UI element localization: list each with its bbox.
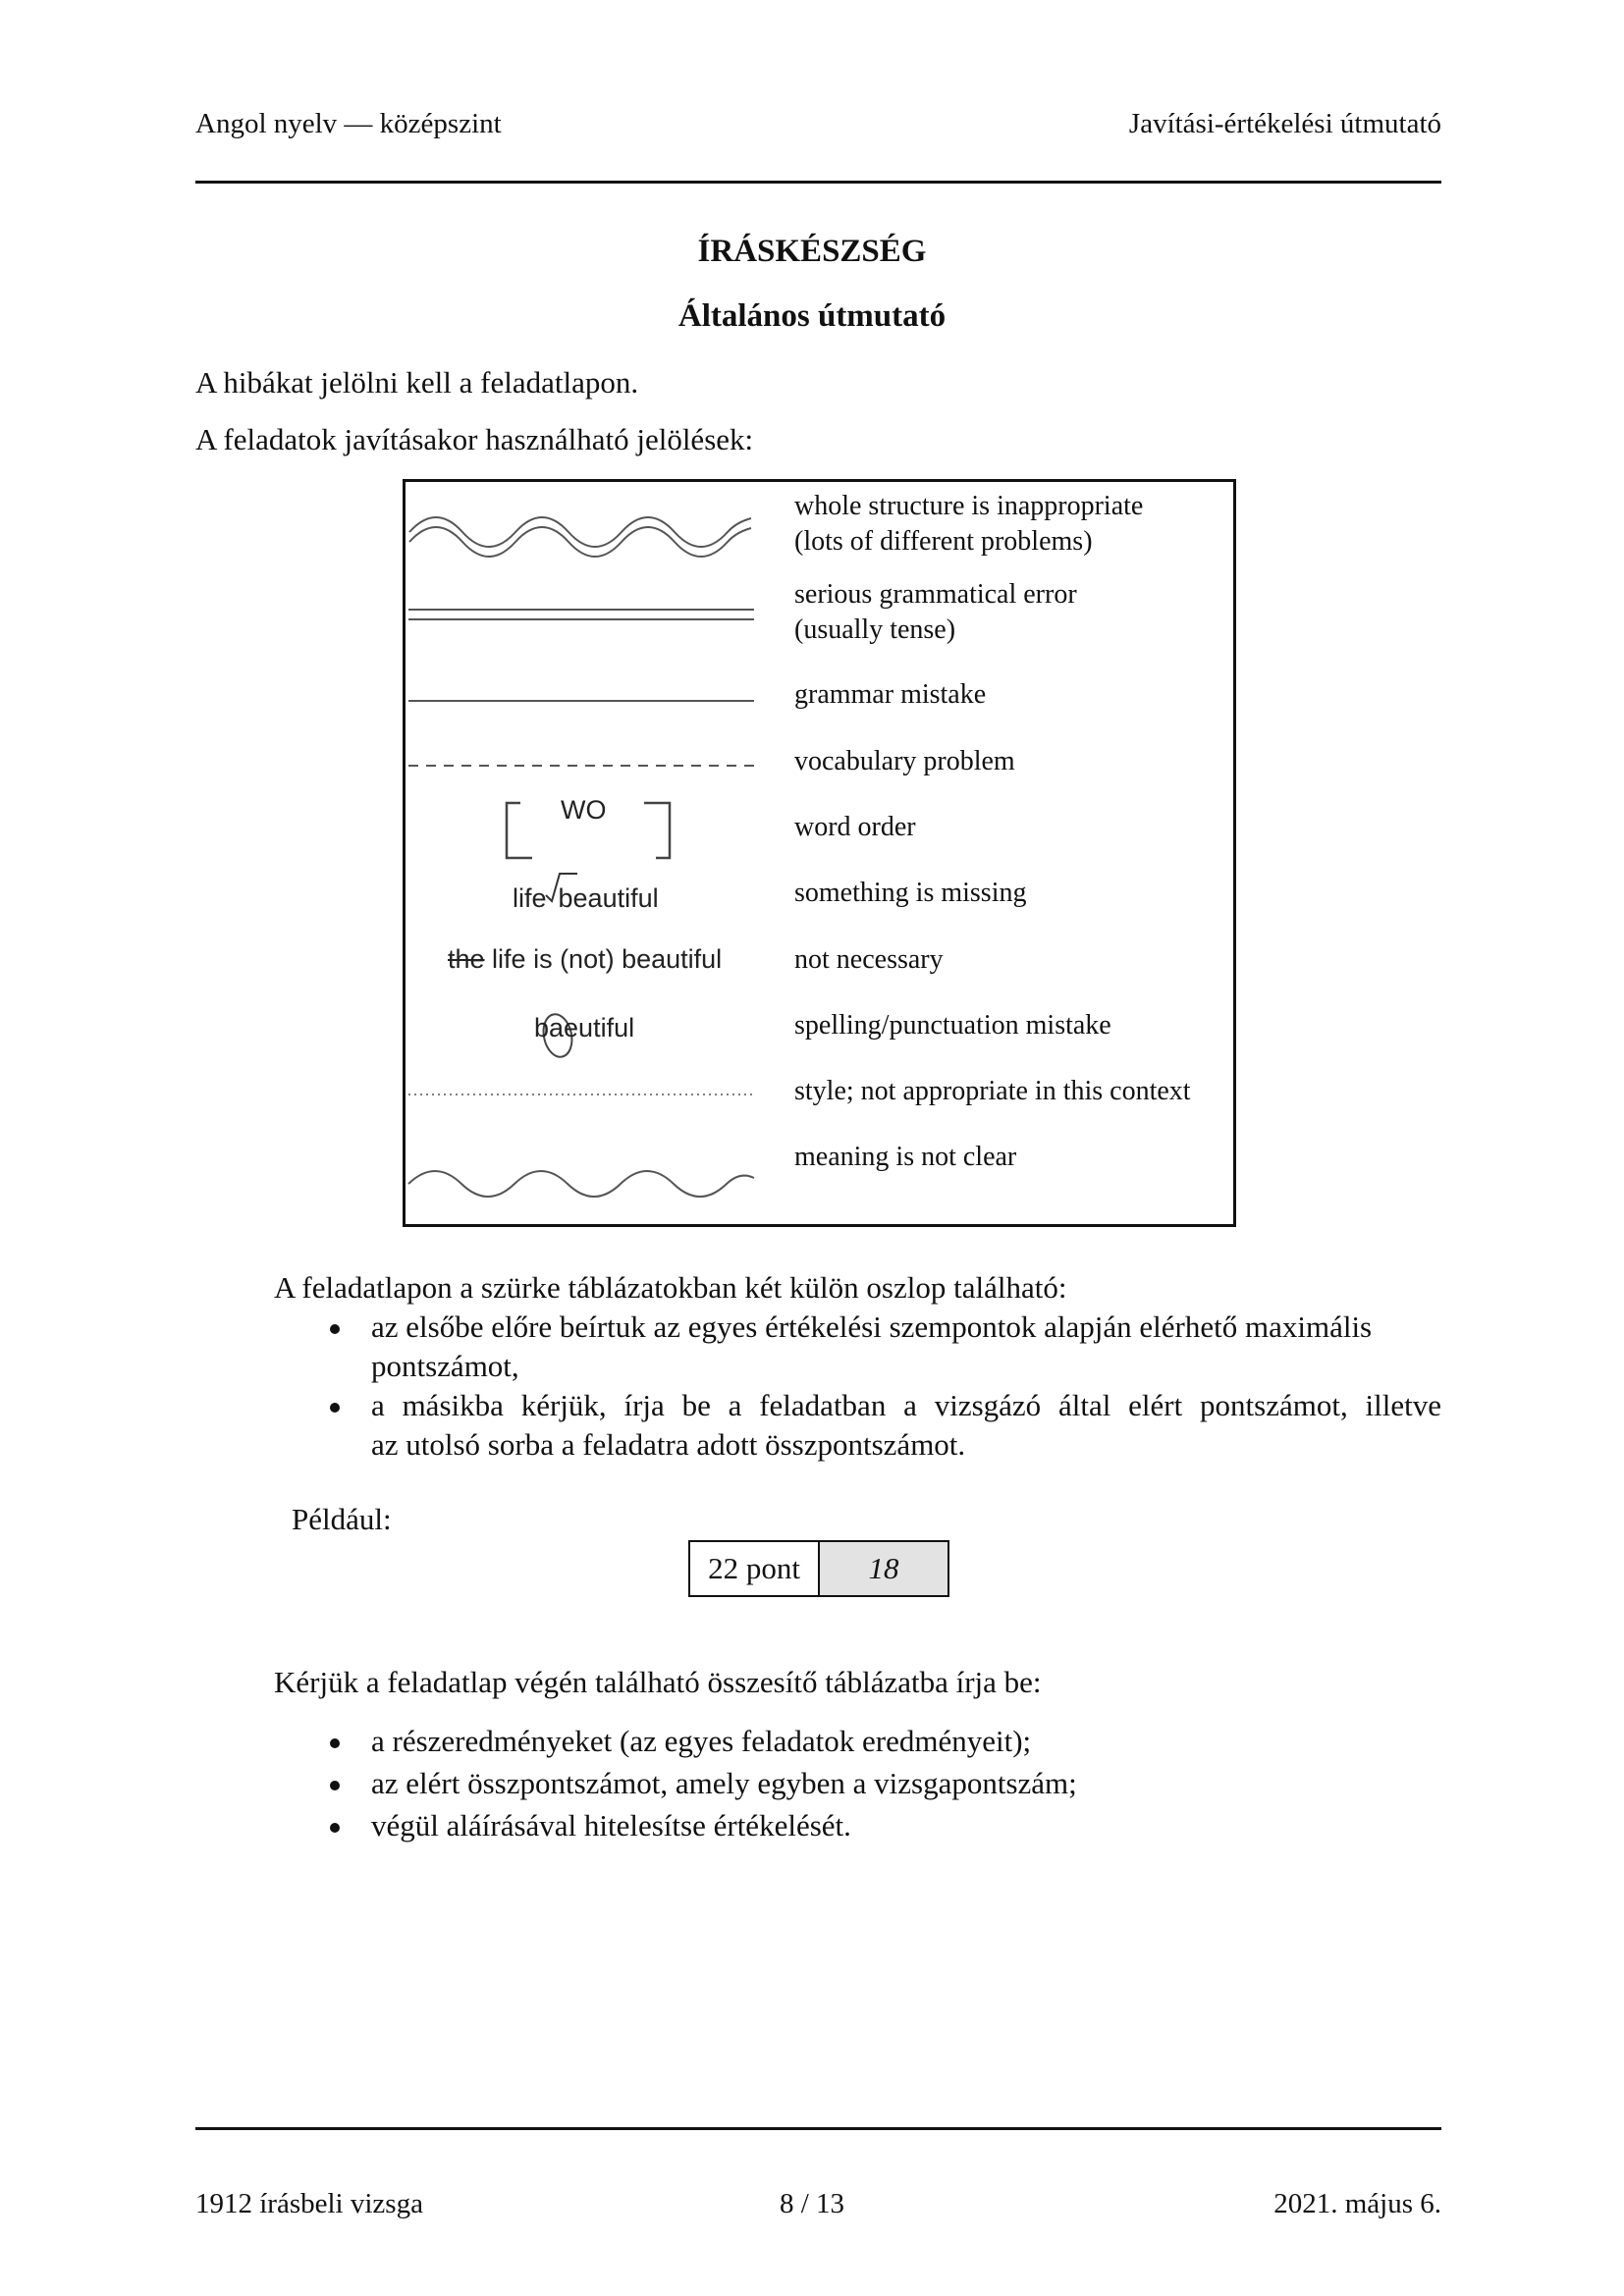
bullet-dot bbox=[330, 1403, 340, 1413]
footer-rule bbox=[195, 2127, 1441, 2130]
desc-serious-grammar bbox=[794, 577, 1077, 648]
struck-word: the bbox=[448, 944, 485, 974]
desc-whole-structure bbox=[794, 489, 1143, 560]
desc-missing: something is missing bbox=[794, 878, 1027, 908]
footer-page-number: 8 / 13 bbox=[779, 2188, 845, 2219]
intro-line-2: A feladatok javításakor használható jelölések: bbox=[195, 422, 754, 456]
missing-sample-left: life bbox=[513, 883, 547, 913]
wavy-line-mark bbox=[408, 1171, 754, 1197]
summary-item-3: végül aláírásával hitelesítse értékelését. bbox=[371, 1808, 851, 1842]
double-wavy-line-mark bbox=[409, 517, 751, 547]
example-achieved-points: 18 bbox=[820, 1542, 947, 1595]
bullet-dot bbox=[330, 1738, 340, 1748]
desc-spelling: spelling/punctuation mistake bbox=[794, 1010, 1111, 1041]
desc-word-order: word order bbox=[794, 812, 916, 842]
desc-whole-structure-line-2: (lots of different problems) bbox=[794, 526, 1093, 557]
grey-bullet-2-line-1: a másikba kérjük, írja be a feladatban a vizsgázó által elért pontszámot, illetve bbox=[371, 1388, 1441, 1422]
grey-bullet-1-line-1: az elsőbe előre beírtuk az egyes értékelési szempontok alapján elérhető maximális bbox=[371, 1309, 1373, 1344]
desc-not-necessary: not necessary bbox=[794, 944, 944, 975]
grey-bullet-1-line-2: pontszámot, bbox=[371, 1349, 519, 1383]
header-left: Angol nyelv — középszint bbox=[195, 108, 502, 139]
wo-label: WO bbox=[561, 795, 607, 825]
page-title: ÍRÁSKÉSZSÉG bbox=[697, 234, 927, 269]
bullet-dot bbox=[330, 1781, 340, 1790]
desc-meaning: meaning is not clear bbox=[794, 1142, 1017, 1172]
summary-intro: Kérjük a feladatlap végén található összesítő táblázatba írja be: bbox=[274, 1665, 1042, 1699]
footer-right: 2021. május 6. bbox=[1273, 2188, 1441, 2219]
example-max-points: 22 pont bbox=[690, 1542, 820, 1595]
summary-item-1: a részeredményeket (az egyes feladatok eredményeit); bbox=[371, 1724, 1032, 1758]
page-subtitle: Általános útmutató bbox=[677, 298, 947, 334]
bullet-dot bbox=[330, 1324, 340, 1334]
missing-sample-right: beautiful bbox=[558, 883, 659, 913]
not-necessary-sample bbox=[448, 944, 722, 975]
summary-item-2: az elért összpontszámot, amely egyben a vizsgapontszám; bbox=[371, 1766, 1077, 1800]
left-bracket-mark bbox=[507, 803, 532, 858]
desc-whole-structure-line-1: whole structure is inappropriate bbox=[794, 491, 1144, 521]
grey-bullet-2-line-2: az utolsó sorba a feladatra adott összpontszámot. bbox=[371, 1427, 966, 1462]
desc-serious-grammar-line-1: serious grammatical error bbox=[794, 579, 1077, 610]
desc-vocabulary: vocabulary problem bbox=[794, 746, 1015, 776]
header-rule bbox=[195, 181, 1441, 184]
example-label: Például: bbox=[292, 1502, 392, 1536]
desc-style: style; not appropriate in this context bbox=[794, 1076, 1191, 1106]
bullet-dot bbox=[330, 1823, 340, 1833]
footer-left: 1912 írásbeli vizsga bbox=[195, 2188, 423, 2219]
spelling-sample: baeutiful bbox=[534, 1013, 635, 1042]
intro-line-1: A hibákat jelölni kell a feladatlapon. bbox=[195, 365, 639, 400]
desc-serious-grammar-line-2: (usually tense) bbox=[794, 614, 956, 645]
right-bracket-mark bbox=[644, 803, 670, 858]
header-right: Javítási-értékelési útmutató bbox=[1128, 108, 1441, 139]
grey-tables-intro: A feladatlapon a szürke táblázatokban két külön oszlop található: bbox=[274, 1270, 1067, 1305]
missing-sample bbox=[513, 883, 659, 914]
not-necessary-rest: life is (not) beautiful bbox=[484, 944, 723, 974]
example-score-table bbox=[688, 1540, 949, 1597]
desc-grammar: grammar mistake bbox=[794, 679, 987, 710]
